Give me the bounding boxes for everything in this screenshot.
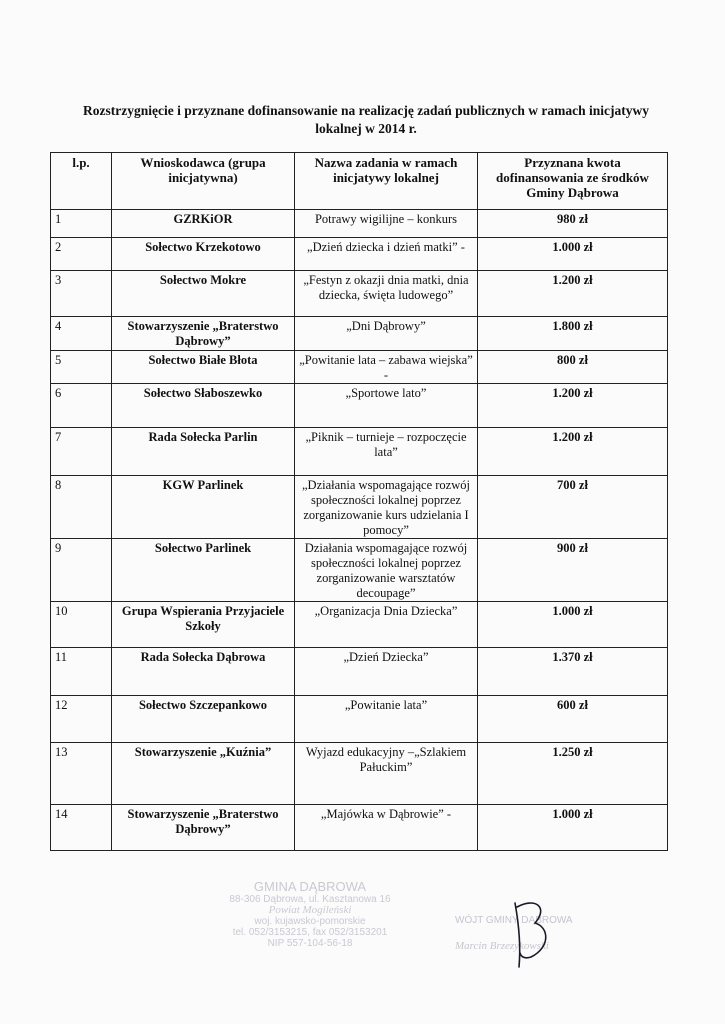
cell-task: „Piknik – turnieje – rozpoczęcie lata” [295, 428, 478, 476]
cell-task: „Sportowe lato” [295, 384, 478, 428]
cell-amount: 980 zł [478, 210, 668, 238]
cell-task: Działania wspomagające rozwój społeczności lokalnej poprzez zorganizowanie warsztatów decoupage” [295, 539, 478, 602]
cell-lp: 11 [51, 648, 112, 696]
cell-lp: 2 [51, 238, 112, 271]
cell-applicant: Stowarzyszenie „Braterstwo Dąbrowy” [112, 805, 295, 851]
header-amount: Przyznana kwota dofinansowania ze środków Gminy Dąbrowa [478, 153, 668, 210]
cell-task: „Festyn z okazji dnia matki, dnia dziecka, święta ludowego” [295, 271, 478, 317]
table-row [51, 351, 668, 384]
cell-applicant: Rada Sołecka Parlin [112, 428, 295, 476]
cell-task: „Dzień dziecka i dzień matki” - [295, 238, 478, 271]
cell-amount: 1.000 zł [478, 602, 668, 648]
mayor-name: Marcin Brzezykowski [455, 940, 549, 952]
stamp-line: Powiat Mogileński [268, 904, 352, 916]
mayor-title: WÓJT GMINY DĄBROWA [455, 915, 573, 926]
cell-amount: 900 zł [478, 539, 668, 602]
header-lp: l.p. [51, 153, 112, 210]
cell-applicant: Grupa Wspierania Przyjaciele Szkoły [112, 602, 295, 648]
grants-table [50, 152, 668, 851]
cell-amount: 700 zł [478, 476, 668, 539]
cell-task: „Dzień Dziecka” [295, 648, 478, 696]
table-header-row [51, 153, 668, 210]
stamp-line: 88-306 Dąbrowa, ul. Kasztanowa 16 [229, 894, 391, 905]
cell-applicant: Stowarzyszenie „Braterstwo Dąbrowy” [112, 317, 295, 351]
cell-task: „Organizacja Dnia Dziecka” [295, 602, 478, 648]
cell-lp: 13 [51, 743, 112, 805]
cell-applicant: GZRKiOR [112, 210, 295, 238]
cell-amount: 1.200 zł [478, 428, 668, 476]
cell-applicant: Sołectwo Słaboszewko [112, 384, 295, 428]
stamp-line: woj. kujawsko-pomorskie [254, 916, 366, 927]
table-row [51, 476, 668, 539]
document-title: Rozstrzygnięcie i przyznane dofinansowanie na realizację zadań publicznych w ramach inicjatywy lokalnej w 2014 r. [83, 103, 649, 136]
header-applicant: Wnioskodawca (grupa inicjatywna) [112, 153, 295, 210]
cell-applicant: Sołectwo Białe Błota [112, 351, 295, 384]
table-row [51, 428, 668, 476]
cell-applicant: Sołectwo Mokre [112, 271, 295, 317]
stamp-line: NIP 557-104-56-18 [267, 938, 353, 949]
cell-amount: 1.000 zł [478, 805, 668, 851]
table-row [51, 648, 668, 696]
signature-icon [505, 895, 555, 970]
cell-amount: 1.370 zł [478, 648, 668, 696]
cell-task: „Majówka w Dąbrowie” - [295, 805, 478, 851]
table-row [51, 602, 668, 648]
cell-lp: 10 [51, 602, 112, 648]
table-row [51, 210, 668, 238]
cell-applicant: Sołectwo Parlinek [112, 539, 295, 602]
cell-task: „Powitanie lata – zabawa wiejska” - [295, 351, 478, 384]
cell-amount: 800 zł [478, 351, 668, 384]
cell-amount: 1.250 zł [478, 743, 668, 805]
cell-lp: 14 [51, 805, 112, 851]
cell-task: „Działania wspomagające rozwój społeczności lokalnej poprzez zorganizowanie kurs udzielania I pomocy” [295, 476, 478, 539]
cell-applicant: Rada Sołecka Dąbrowa [112, 648, 295, 696]
cell-lp: 3 [51, 271, 112, 317]
cell-lp: 1 [51, 210, 112, 238]
cell-lp: 8 [51, 476, 112, 539]
cell-lp: 5 [51, 351, 112, 384]
cell-applicant: Sołectwo Szczepankowo [112, 696, 295, 743]
stamp-line: tel. 052/3153215, fax 052/3153201 [232, 927, 388, 938]
office-stamp [200, 880, 420, 949]
cell-lp: 9 [51, 539, 112, 602]
table-row [51, 696, 668, 743]
table-row [51, 384, 668, 428]
cell-lp: 6 [51, 384, 112, 428]
cell-applicant: Sołectwo Krzekotowo [112, 238, 295, 271]
cell-applicant: Stowarzyszenie „Kuźnia” [112, 743, 295, 805]
table-row [51, 238, 668, 271]
cell-amount: 1.200 zł [478, 384, 668, 428]
cell-lp: 7 [51, 428, 112, 476]
cell-lp: 12 [51, 696, 112, 743]
cell-amount: 1.800 zł [478, 317, 668, 351]
cell-lp: 4 [51, 317, 112, 351]
cell-amount: 600 zł [478, 696, 668, 743]
table-row [51, 743, 668, 805]
cell-amount: 1.000 zł [478, 238, 668, 271]
cell-task: „Dni Dąbrowy” [295, 317, 478, 351]
table-row [51, 271, 668, 317]
cell-task: Wyjazd edukacyjny –„Szlakiem Pałuckim” [295, 743, 478, 805]
stamp-line: GMINA DĄBROWA [253, 879, 367, 894]
header-task: Nazwa zadania w ramach inicjatywy lokalnej [295, 153, 478, 210]
table-row [51, 539, 668, 602]
cell-task: „Powitanie lata” [295, 696, 478, 743]
cell-task: Potrawy wigilijne – konkurs [295, 210, 478, 238]
table-row [51, 317, 668, 351]
cell-applicant: KGW Parlinek [112, 476, 295, 539]
table-row [51, 805, 668, 851]
cell-amount: 1.200 zł [478, 271, 668, 317]
